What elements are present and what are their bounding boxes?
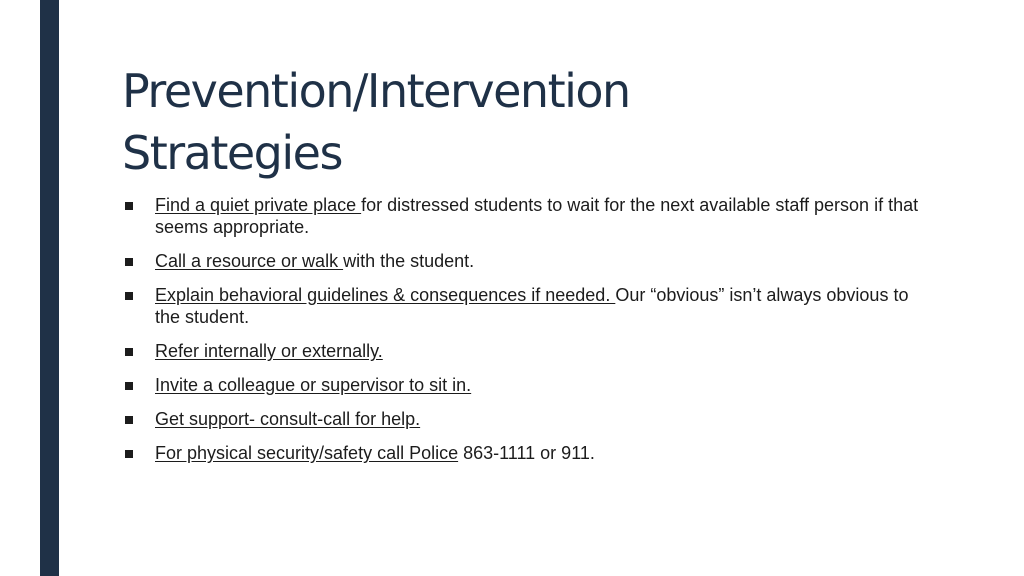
bullet-item-call-resource <box>122 250 922 272</box>
link-quiet-place[interactable]: Find a quiet private place <box>155 195 362 215</box>
slide-title-line-2: Strategies <box>122 126 342 180</box>
bullet-item-quiet-place <box>122 194 922 238</box>
square-bullet-icon <box>125 258 133 266</box>
bullet-item-refer <box>122 340 922 362</box>
bullet-text: for distressed students to wait for the next available staff person if that seems appropriate. <box>155 195 919 237</box>
bullet-text: Our “obvious” isn’t always obvious to the student. <box>155 285 909 327</box>
square-bullet-icon <box>125 348 133 356</box>
bullet-item-explain-guidelines <box>122 284 922 328</box>
bullet-text: 863-1111 or 911. <box>458 443 595 463</box>
link-get-support[interactable]: Get support- consult-call for help. <box>155 409 421 429</box>
slide-title-line-1: Prevention/Intervention <box>122 64 630 118</box>
link-invite-colleague[interactable]: Invite a colleague or supervisor to sit in. <box>155 375 472 395</box>
link-refer[interactable]: Refer internally or externally. <box>155 341 383 361</box>
bullet-item-get-support <box>122 408 922 430</box>
square-bullet-icon <box>125 416 133 424</box>
square-bullet-icon <box>125 382 133 390</box>
link-call-police[interactable]: For physical security/safety call Police <box>155 443 459 463</box>
square-bullet-icon <box>125 292 133 300</box>
accent-bar <box>40 0 59 576</box>
square-bullet-icon <box>125 450 133 458</box>
bullet-item-invite-colleague <box>122 374 922 396</box>
bullet-item-call-police <box>122 442 922 464</box>
link-call-resource[interactable]: Call a resource or walk <box>155 251 344 271</box>
square-bullet-icon <box>125 202 133 210</box>
bullet-list <box>122 194 922 476</box>
link-explain-guidelines[interactable]: Explain behavioral guidelines & consequences if needed. <box>155 285 616 305</box>
bullet-text: with the student. <box>343 251 475 271</box>
slide-title <box>122 60 942 184</box>
